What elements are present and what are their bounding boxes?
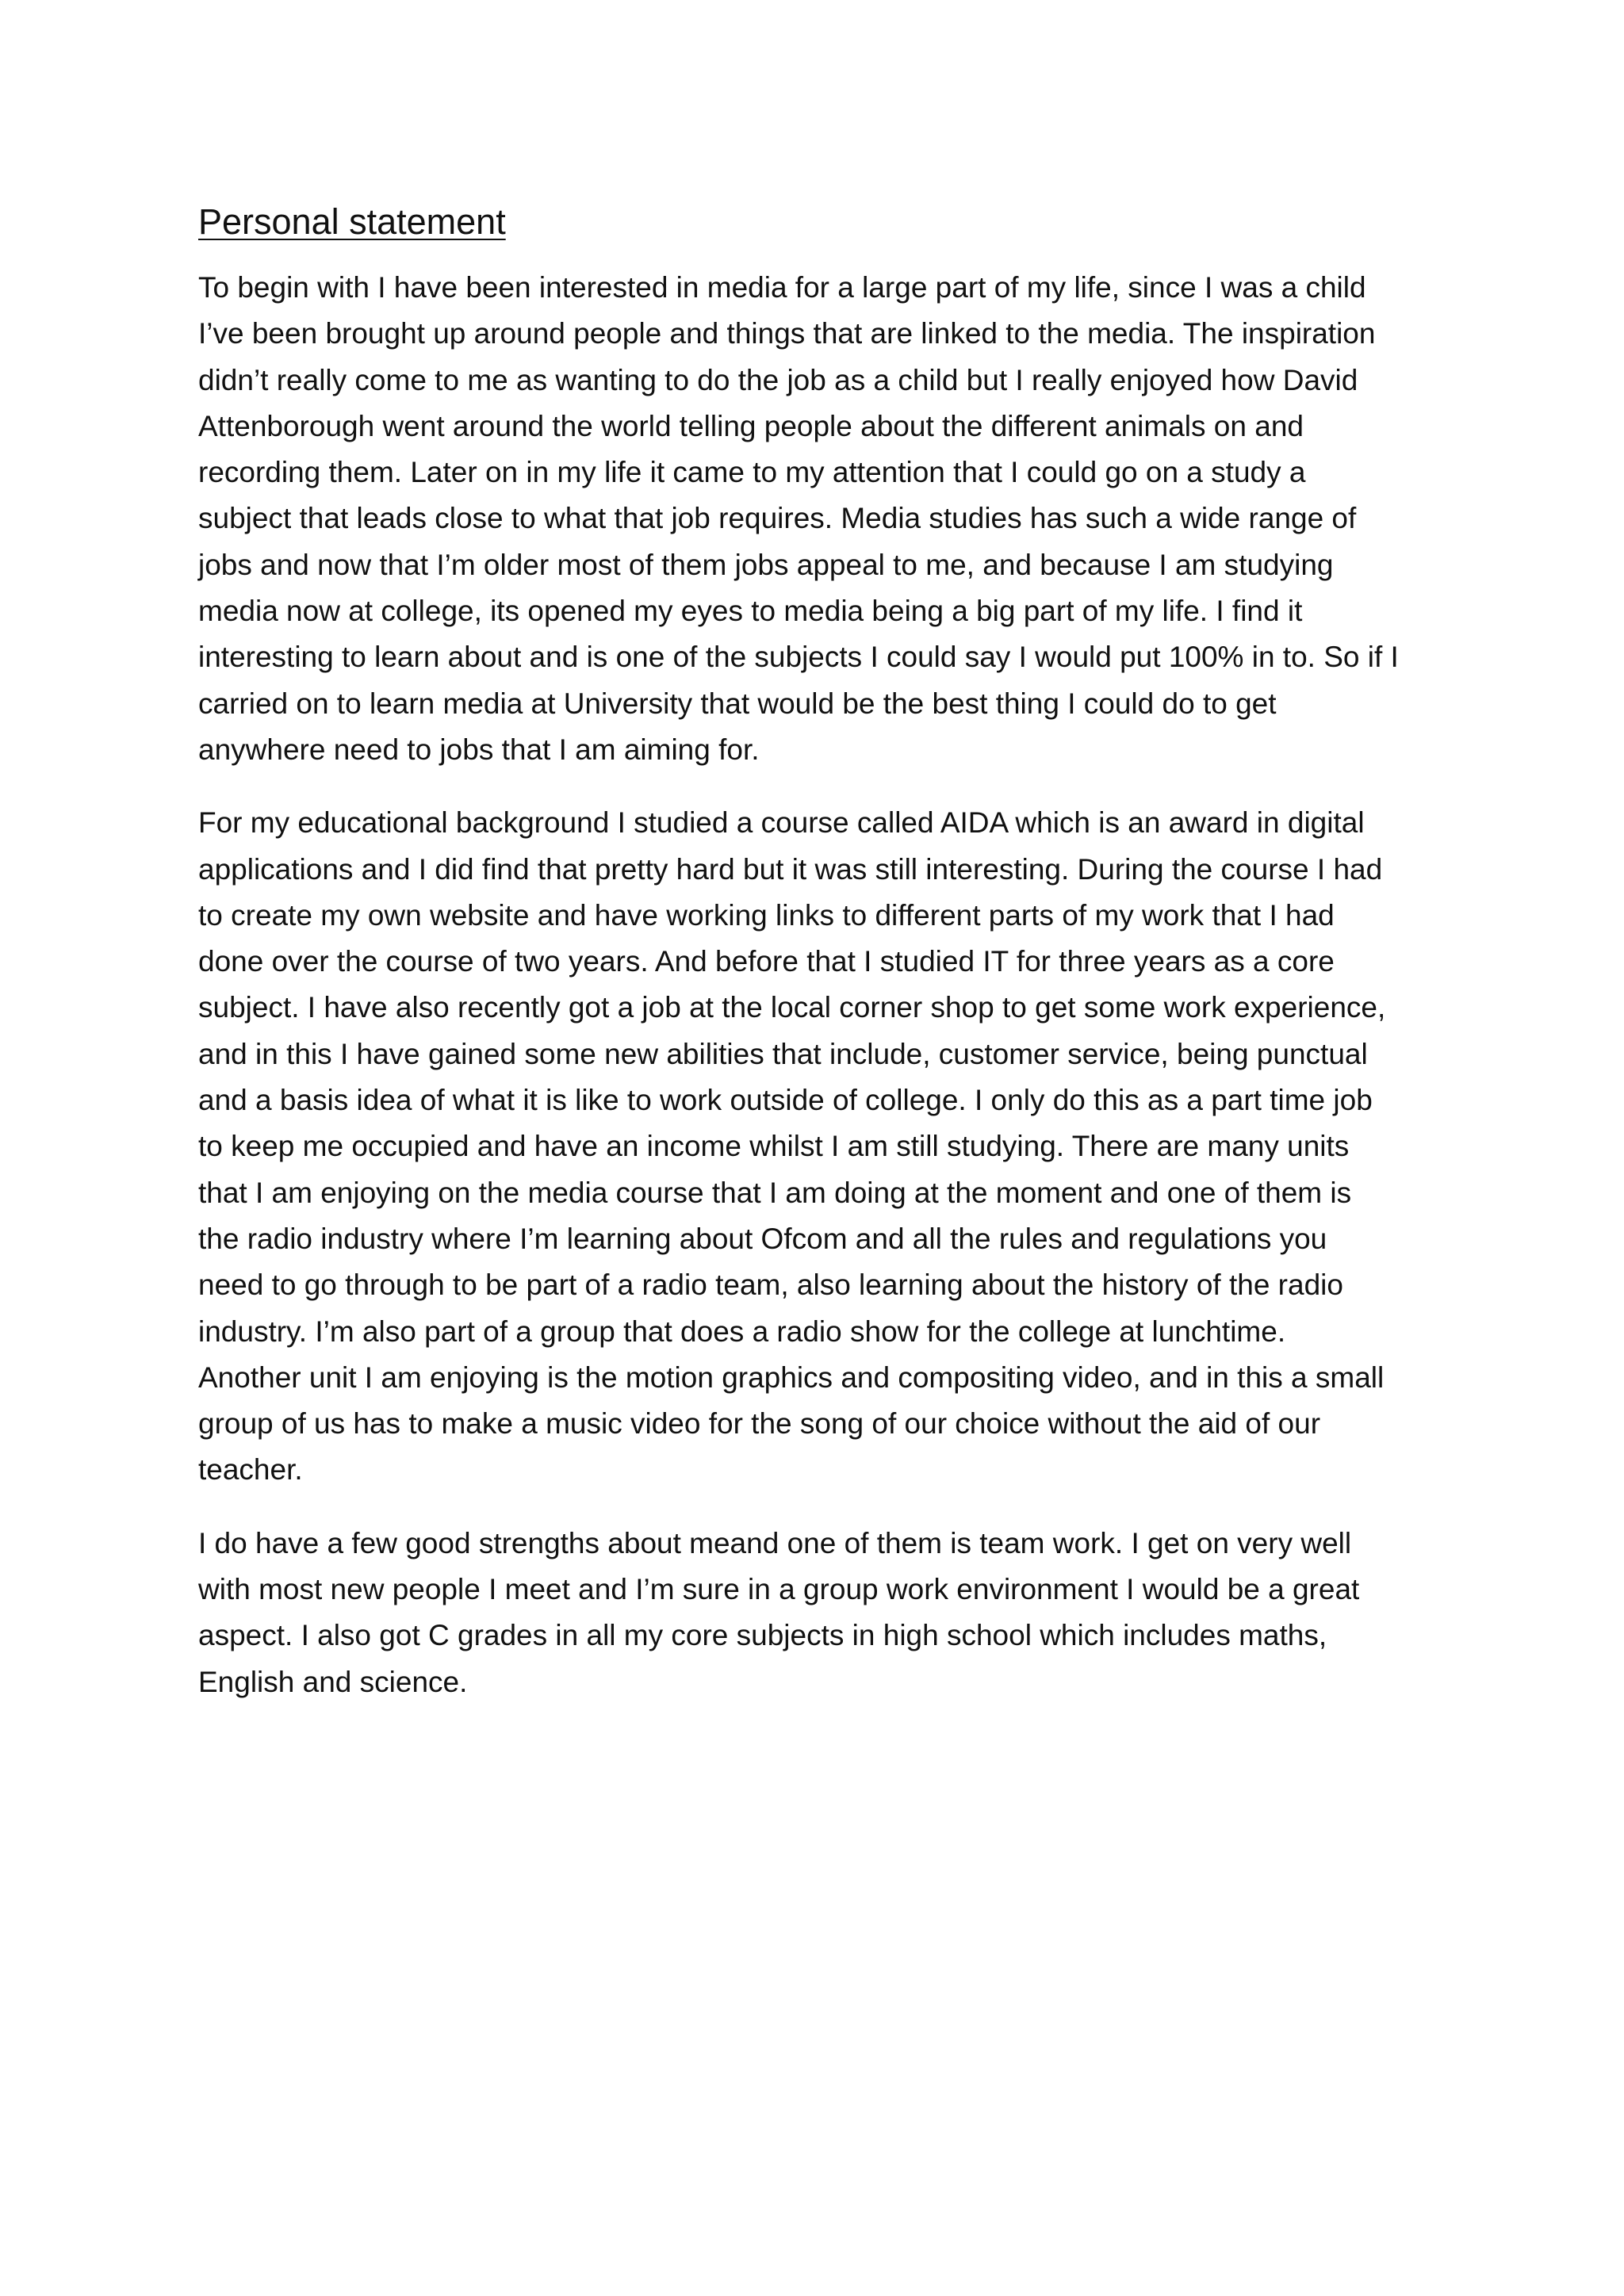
text-line: group of us has to make a music video for the song of our choice without the aid of our — [198, 1407, 1321, 1441]
text-line: to create my own website and have working links to different parts of my work that I had — [198, 898, 1335, 932]
text-line: aspect. I also got C grades in all my core subjects in high school which includes maths, — [198, 1619, 1327, 1652]
text-line: teacher. — [198, 1453, 303, 1487]
document-title: Personal statement — [198, 201, 506, 242]
text-line: subject that leads close to what that job requires. Media studies has such a wide range of — [198, 502, 1357, 535]
text-line: that I am enjoying on the media course that I am doing at the moment and one of them is — [198, 1176, 1352, 1209]
text-line: I do have a few good strengths about meand one of them is team work. I get on very well — [198, 1526, 1352, 1559]
text-line: English and science. — [198, 1665, 468, 1698]
document-body — [198, 198, 1451, 1732]
text-line: carried on to learn media at University that would be the best thing I could do to get — [198, 687, 1277, 720]
text-line: the radio industry where I’m learning about Ofcom and all the rules and regulations you — [198, 1222, 1327, 1255]
text-line: need to go through to be part of a radio team, also learning about the history of the radio — [198, 1269, 1343, 1302]
paragraph-education — [198, 800, 1451, 1493]
text-line: Attenborough went around the world telling people about the different animals on and — [198, 409, 1304, 442]
text-line: To begin with I have been interested in media for a large part of my life, since I was a child — [198, 271, 1366, 304]
text-line: anywhere need to jobs that I am aiming for. — [198, 733, 760, 766]
text-line: and in this I have gained some new abilities that include, customer service, being punctual — [198, 1037, 1368, 1070]
paragraph-strengths — [198, 1521, 1451, 1705]
text-line: done over the course of two years. And before that I studied IT for three years as a core — [198, 945, 1335, 978]
text-line: recording them. Later on in my life it came to my attention that I could go on a study a — [198, 456, 1306, 489]
text-line: and a basis idea of what it is like to work outside of college. I only do this as a part time job — [198, 1084, 1373, 1117]
text-line: didn’t really come to me as wanting to do the job as a child but I really enjoyed how David — [198, 363, 1358, 396]
text-line: with most new people I meet and I’m sure in a group work environment I would be a great — [198, 1573, 1360, 1606]
text-line: to keep me occupied and have an income whilst I am still studying. There are many units — [198, 1130, 1350, 1163]
text-line: applications and I did find that pretty hard but it was still interesting. During the course I had — [198, 852, 1383, 886]
text-line: interesting to learn about and is one of the subjects I could say I would put 100% in to. So if I — [198, 641, 1399, 674]
text-line: I’ve been brought up around people and things that are linked to the media. The inspiration — [198, 317, 1376, 350]
text-line: jobs and now that I’m older most of them jobs appeal to me, and because I am studying — [198, 548, 1334, 581]
text-line: subject. I have also recently got a job at the local corner shop to get some work experience, — [198, 991, 1386, 1024]
text-line: For my educational background I studied a course called AIDA which is an award in digital — [198, 806, 1365, 840]
paragraph-interest — [198, 265, 1451, 773]
text-line: media now at college, its opened my eyes to media being a big part of my life. I find it — [198, 595, 1303, 628]
text-line: industry. I’m also part of a group that does a radio show for the college at lunchtime. — [198, 1314, 1286, 1348]
text-line: Another unit I am enjoying is the motion graphics and compositing video, and in this a small — [198, 1360, 1385, 1394]
